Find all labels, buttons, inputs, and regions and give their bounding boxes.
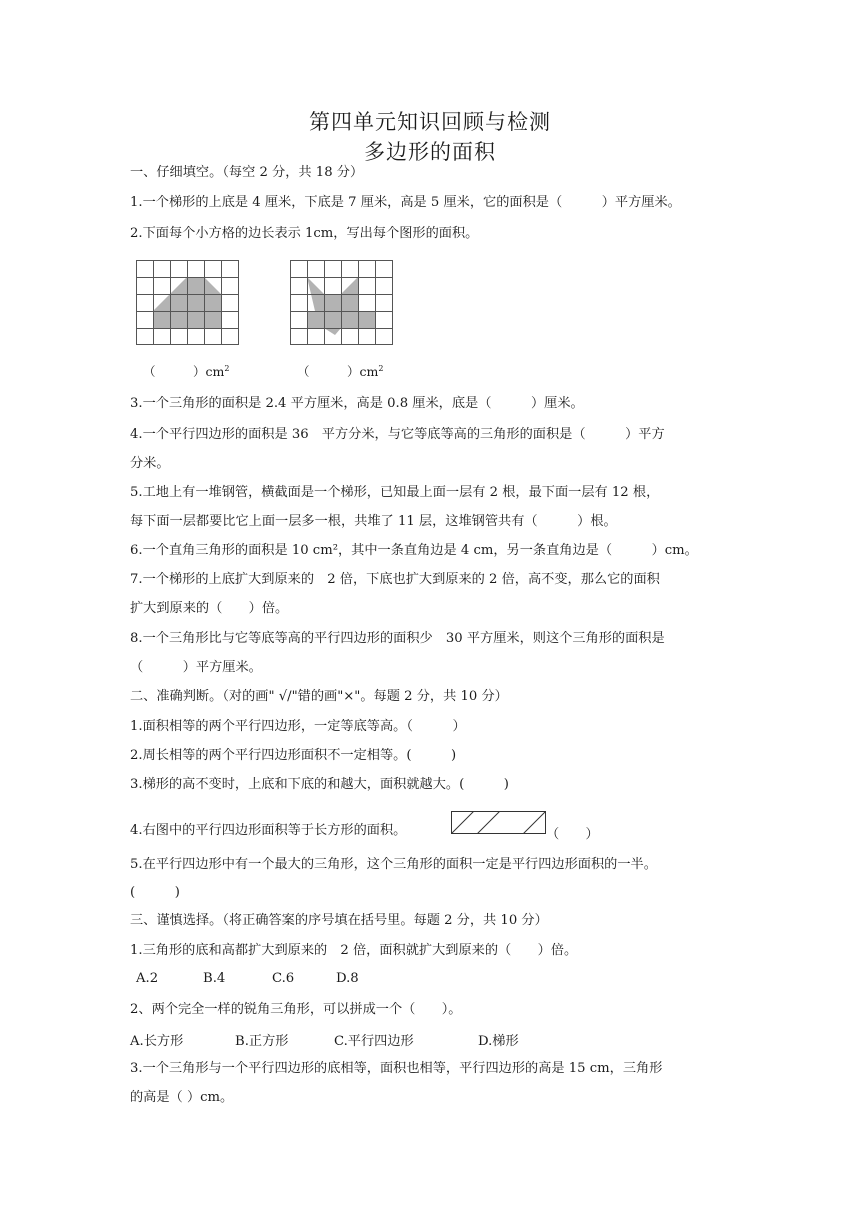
s1-question-8-line1: 8.一个三角形比与它等底等高的平行四边形的面积少 30 平方厘米，则这个三角形的面积是 — [130, 631, 665, 646]
s1-question-7-line2: 扩大到原来的（ ）倍。 — [130, 601, 289, 616]
section1-heading: 一、仔细填空。（每空 2 分，共 18 分） — [130, 165, 364, 180]
s3-q2-option-c: C.平行四边形 — [334, 1034, 414, 1049]
s2-question-2: 2.周长相等的两个平行四边形面积不一定相等。( ) — [130, 748, 457, 763]
s1-question-6: 6.一个直角三角形的面积是 10 cm²，其中一条直角边是 4 cm，另一条直角边是（ ）cm。 — [130, 543, 698, 558]
s2-question-1: 1.面积相等的两个平行四边形，一定等底等高。（ ） — [130, 719, 466, 734]
s2-question-3: 3.梯形的高不变时，上底和下底的和越大，面积就越大。( ) — [130, 777, 509, 792]
grid-lines — [136, 260, 239, 345]
s3-q1-option-a: A.2 — [136, 971, 159, 986]
s1-question-5-line2: 每下面一层都要比它上面一层多一根，共堆了 11 层，这堆钢管共有（ ）根。 — [130, 514, 617, 529]
s3-q1-option-c: C.6 — [272, 971, 295, 986]
s1-question-5-line1: 5.工地上有一堆钢管，横截面是一个梯形，已知最上面一层有 2 根，最下面一层有 12 根， — [130, 485, 660, 500]
page-subtitle: 多边形的面积 — [364, 140, 496, 164]
s1-question-1: 1.一个梯形的上底是 4 厘米，下底是 7 厘米，高是 5 厘米，它的面积是（ ）平方厘米。 — [130, 195, 681, 210]
s3-q2-option-b: B.正方形 — [235, 1034, 289, 1049]
caption-right: （ ）$cm^2$ — [297, 363, 384, 379]
s3-question-2: 2、两个完全一样的锐角三角形，可以拼成一个（ ）。 — [130, 1002, 462, 1017]
grid-lines — [290, 260, 393, 345]
s1-question-4-line2: 分米。 — [130, 456, 170, 471]
caption-left: （ ）$cm^2$ — [143, 363, 230, 379]
grid-figure-house — [136, 260, 240, 350]
section3-heading: 三、谨慎选择。（将正确答案的序号填在括号里。每题 2 分，共 10 分） — [130, 913, 548, 928]
section2-heading: 二、准确判断。（对的画" √/"错的画"×"。每题 2 分，共 10 分） — [130, 689, 508, 704]
s2-question-5-line2: ( ) — [130, 885, 180, 900]
s3-q2-option-d: D.梯形 — [478, 1034, 519, 1049]
s1-question-2: 2.下面每个小方格的边长表示 1cm，写出每个图形的面积。 — [130, 226, 479, 241]
s3-q2-option-a: A.长方形 — [130, 1034, 184, 1049]
grid-figure-arrow — [290, 260, 394, 350]
s3-q1-option-b: B.4 — [203, 971, 226, 986]
s2-question-5-line1: 5.在平行四边形中有一个最大的三角形，这个三角形的面积一定是平行四边形面积的一半。 — [130, 857, 657, 872]
s1-question-4-line1: 4.一个平行四边形的面积是 36 平方分米，与它等底等高的三角形的面积是（ ）平方 — [130, 427, 665, 442]
s3-question-1: 1.三角形的底和高都扩大到原来的 2 倍，面积就扩大到原来的（ ）倍。 — [130, 943, 578, 958]
parallelogram-rectangle-figure — [450, 810, 550, 840]
s3-question-3-line1: 3.一个三角形与一个平行四边形的底相等，面积也相等，平行四边形的高是 15 cm，三角形 — [130, 1061, 663, 1076]
s2-question-4-paren: （ ） — [546, 827, 599, 842]
s1-question-3: 3.一个三角形的面积是 2.4 平方厘米，高是 0.8 厘米，底是（ ）厘米。 — [130, 396, 584, 411]
s3-question-3-line2: 的高是（ ）cm。 — [130, 1090, 234, 1105]
s1-question-8-line2: （ ）平方厘米。 — [130, 660, 262, 675]
s3-q1-option-d: D.8 — [336, 971, 359, 986]
s1-question-7-line1: 7.一个梯形的上底扩大到原来的 2 倍，下底也扩大到原来的 2 倍，高不变，那么它的面积 — [130, 572, 660, 587]
s2-question-4: 4.右图中的平行四边形面积等于长方形的面积。 — [130, 823, 407, 838]
page-title: 第四单元知识回顾与检测 — [309, 110, 551, 134]
